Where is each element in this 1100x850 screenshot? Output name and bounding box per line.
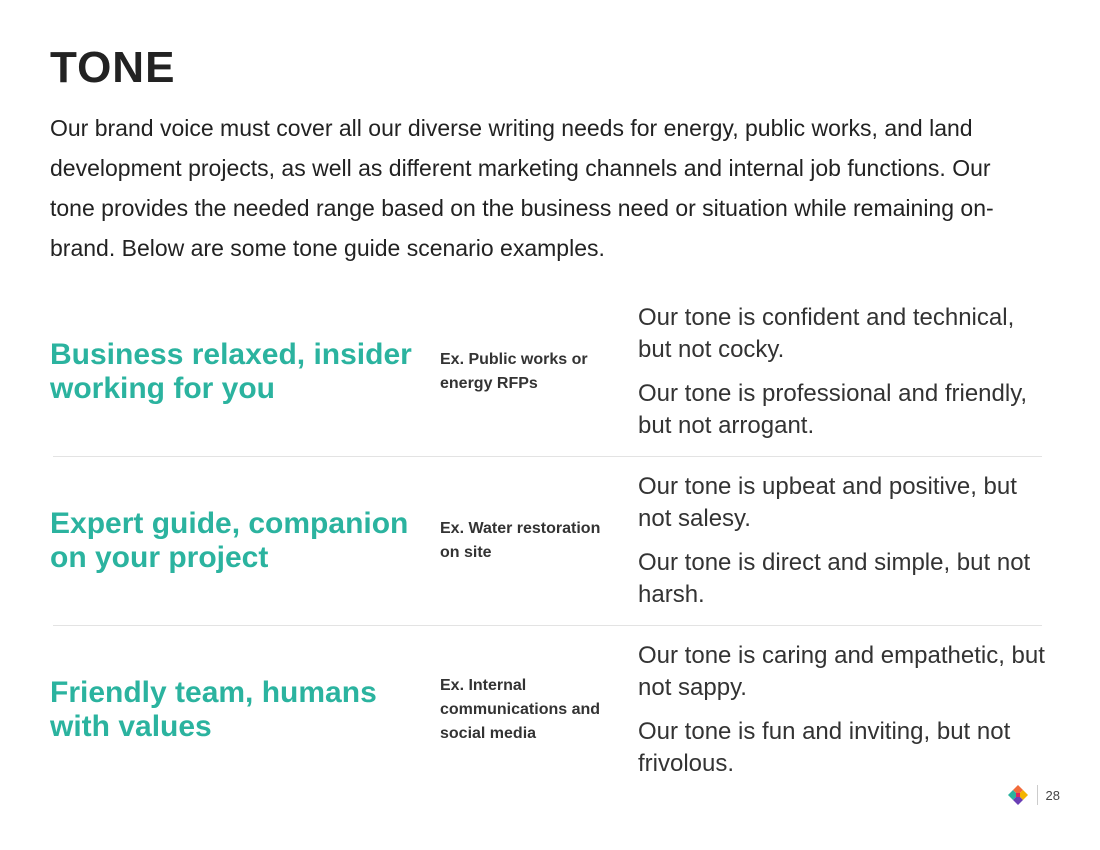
tone-example: Ex. Water restoration on site	[440, 520, 601, 561]
page-number: 28	[1045, 787, 1060, 803]
tone-example: Ex. Public works or energy RFPs	[440, 351, 588, 392]
tone-line: Our tone is caring and empathetic, but not sappy.	[638, 642, 1045, 701]
tone-line: Our tone is confident and technical, but not cocky.	[638, 304, 1015, 363]
tone-line: Our tone is direct and simple, but not harsh.	[638, 549, 1031, 608]
tone-lines	[638, 302, 1048, 442]
tone-line: Our tone is upbeat and positive, but not salesy.	[638, 473, 1017, 532]
tone-lines	[638, 471, 1048, 611]
tone-example: Ex. Internal communications and social media	[440, 677, 601, 742]
tone-row-friendly	[50, 626, 1045, 794]
intro-paragraph: Our brand voice must cover all our diverse writing needs for energy, public works, and land development projects, as well as different marketing channels and internal job functions. Our tone provides the needed range based on the business need or situation while remaining on-brand. Below are some tone guide scenario examples.	[50, 115, 994, 261]
brand-logo-icon	[1007, 784, 1029, 806]
tone-heading: Business relaxed, insider working for you	[50, 338, 412, 405]
tone-row-expert	[50, 457, 1042, 626]
tone-scenarios	[50, 288, 1045, 794]
page-footer	[1007, 783, 1060, 807]
tone-line: Our tone is professional and friendly, but not arrogant.	[638, 380, 1028, 439]
tone-heading: Expert guide, companion on your project	[50, 507, 409, 574]
tone-heading: Friendly team, humans with values	[50, 676, 377, 743]
page-title: TONE	[50, 43, 176, 92]
tone-lines	[638, 640, 1048, 780]
tone-row-business	[50, 288, 1042, 457]
footer-divider	[1037, 785, 1038, 805]
tone-line: Our tone is fun and inviting, but not frivolous.	[638, 718, 1011, 777]
